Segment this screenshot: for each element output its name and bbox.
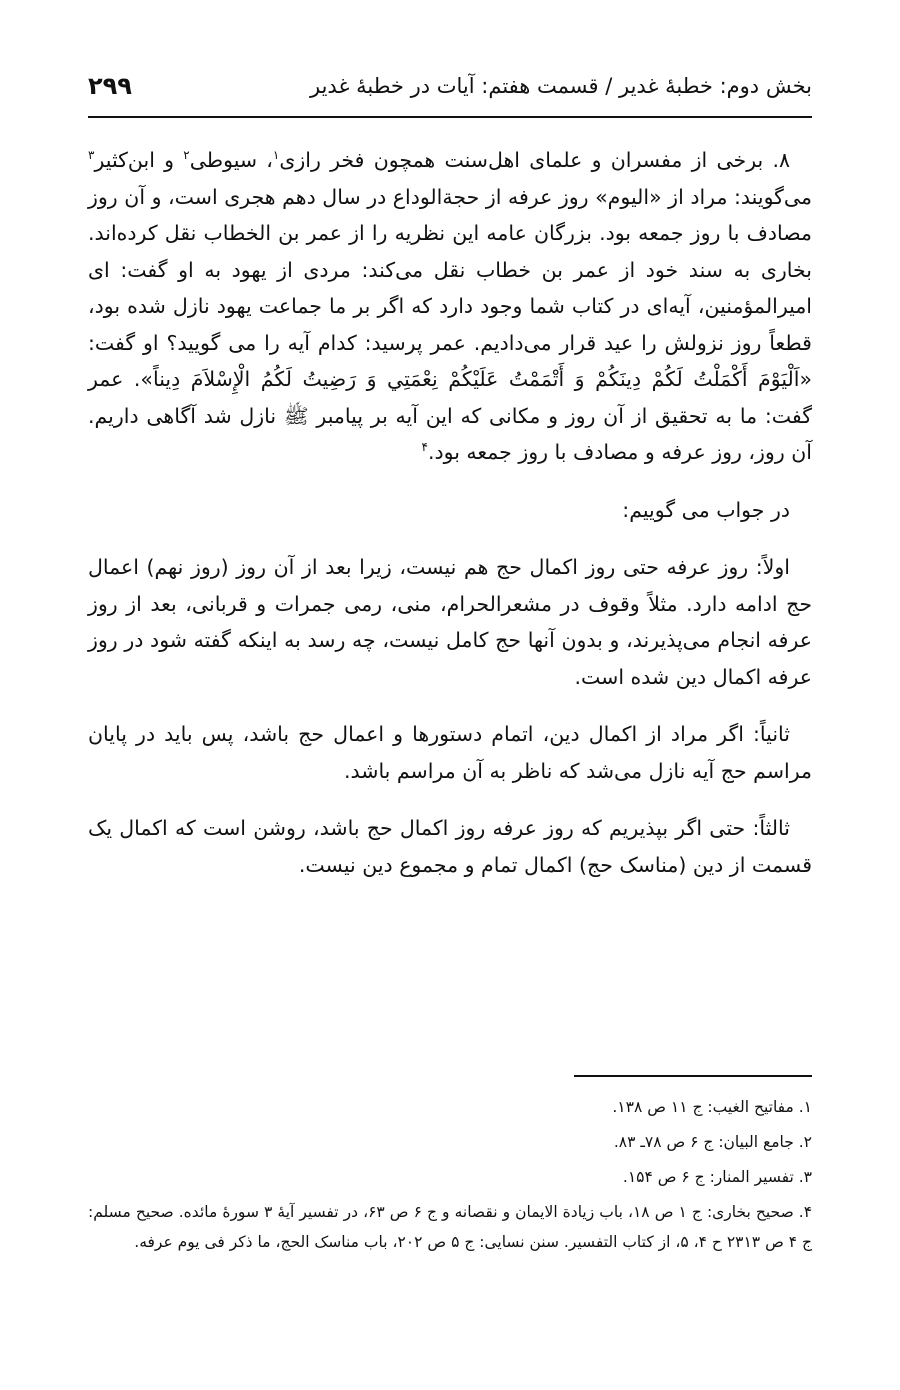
answer-intro: در جواب می گوییم: [622, 497, 790, 522]
first-answer: اولاً: روز عرفه حتی روز اکمال حج هم نیست، زیرا بعد از آن روز (روز نهم) اعمال حج ادامه دارد. مثلاً وقوف در مشعرالحرام، منی، رمی جمرات و قربانی، بعد از روز عرفه انجام می‌پذیرند، و بدون آنها حج کامل نیست، چه رسد به اینکه گفته شود در روز عرفه اکمال دین شده است. [88, 555, 812, 689]
second-answer: ثانیاً: اگر مراد از اکمال دین، اتمام دستورها و اعمال حج باشد، پس باید در پایان مراسم حج آیه نازل می‌شد که ناظر به آن مراسم باشد. [88, 722, 812, 783]
footnote-ref-4: ۴ [421, 440, 428, 455]
paragraph-text: ۸. برخی از مفسران و علمای اهل‌سنت همچون فخر رازی [279, 148, 790, 172]
paragraph-8 [88, 142, 812, 471]
body-text [88, 142, 812, 904]
footnote-1: ۱. مفاتیح الغیب: ج ۱۱ ص ۱۳۸. [612, 1098, 812, 1116]
footnote-4: ۴. صحیح بخاری: ج ۱ ص ۱۸، باب زیادة الایمان و نقصانه و ج ۶ ص ۶۳، در تفسیر آیهٔ ۳ سورهٔ مائده. صحیح مسلم: ج ۴ ص ۲۳۱۳ ح ۴، ۵، از کتاب التفسیر. سنن نسایی: ج ۵ ص ۲۰۲، باب مناسک الحج، ما ذکر فی یوم عرفه. [88, 1203, 813, 1251]
footnote-ref-3: ۳ [88, 148, 95, 163]
running-head: بخش دوم: خطبهٔ غدیر / قسمت هفتم: آیات در خطبهٔ غدیر [309, 74, 812, 98]
header-rule [88, 116, 812, 118]
footnotes [88, 1092, 812, 1262]
paragraph-text: و ابن‌کثیر [94, 148, 184, 172]
third-answer: ثالثاً: حتی اگر بپذیریم که روز عرفه روز اکمال حج باشد، روشن است که اکمال یک قسمت از دین (مناسک حج) اکمال تمام و مجموع دین نیست. [88, 816, 812, 877]
page-number: ۲۹۹ [88, 72, 132, 100]
page-header [88, 70, 812, 114]
footnote-ref-1: ۱ [272, 148, 280, 163]
footnote-rule [574, 1075, 812, 1077]
paragraph-text: می‌گویند: مراد از «الیوم» روز عرفه از حجة‌الوداع در سال دهم هجری است، و آن روز مصادف با روز جمعه بود. بزرگان عامه این نظریه را از عمر بن الخطاب نقل کرده‌اند. بخاری به سند خود از عمر بن خطاب نقل می‌کند: مردی از یهود به او گفت: ای امیرالمؤمنین، آیه‌ای در کتاب شما وجود دارد که اگر بر ما جماعت یهود نازل شده بود، قطعاً روز نزولش را عید قرار می‌دادیم. عمر پرسید: کدام آیه را می گویید؟ او گفت: «اَلْيَوْمَ أَكْمَلْتُ لَكُمْ دِينَكُمْ وَ أَتْمَمْتُ عَلَيْكُمْ نِعْمَتِي وَ رَضِيتُ لَكُمُ الْإِسْلاَمَ دِيناً». عمر گفت: ما به تحقیق از آن روز و مکانی که این آیه بر پیامبر ﷺ نازل شد آگاهی داریم. آن روز، روز عرفه و مصادف با روز جمعه بود. [88, 184, 812, 464]
footnote-3: ۳. تفسیر المنار: ج ۶ ص ۱۵۴. [622, 1168, 812, 1186]
footnote-ref-2: ۲ [183, 148, 190, 163]
paragraph-text: ، سیوطی [189, 148, 273, 172]
footnote-2: ۲. جامع البیان: ج ۶ ص ۷۸ـ ۸۳. [613, 1133, 812, 1151]
